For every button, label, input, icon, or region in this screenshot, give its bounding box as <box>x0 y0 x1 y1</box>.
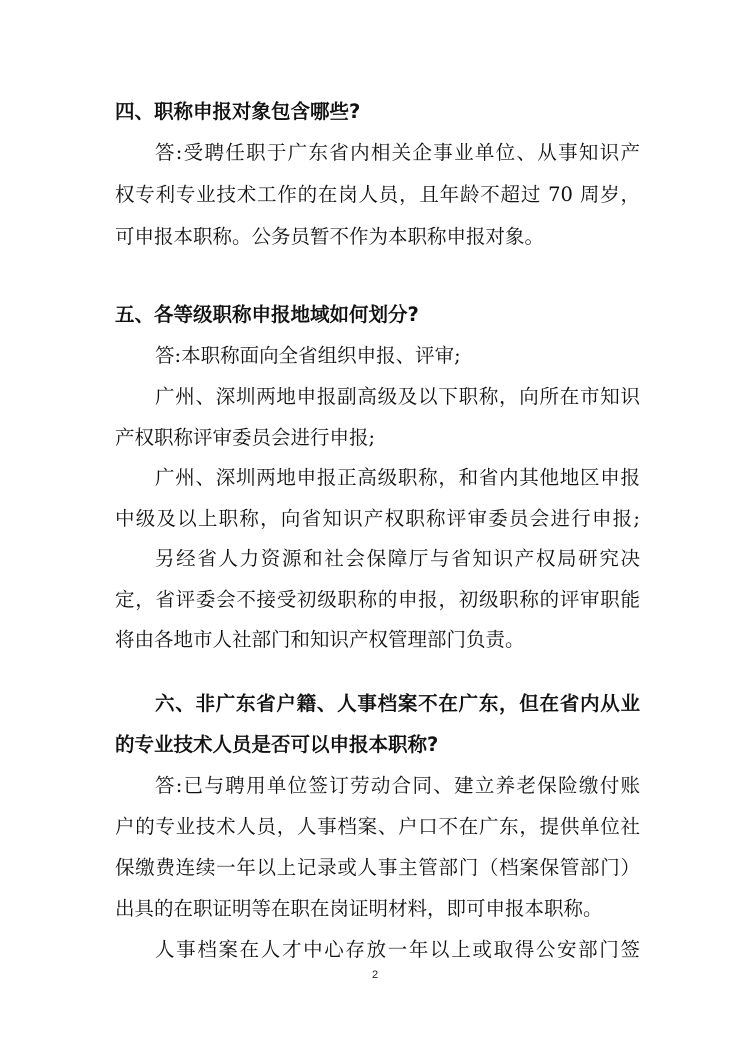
section-5-line-4: 广州、深圳两地申报正高级职称，和省内其他地区申报 <box>155 466 640 489</box>
section-6-line-1: 答:已与聘用单位签订劳动合同、建立养老保险缴付账 <box>155 774 640 797</box>
section-6-line-2: 户的专业技术人员，人事档案、户口不在广东，提供单位社 <box>115 815 640 838</box>
section-5-line-2: 广州、深圳两地申报副高级及以下职称，向所在市知识 <box>155 385 640 408</box>
section-5-line-1: 答:本职称面向全省组织申报、评审; <box>155 344 461 367</box>
section-4-line-1: 答:受聘任职于广东省内相关企事业单位、从事知识产 <box>155 141 640 164</box>
section-5-line-7: 定，省评委会不接受初级职称的申报，初级职称的评审职能 <box>115 588 640 611</box>
section-6-line-4: 出具的在职证明等在职在岗证明材料，即可申报本职称。 <box>115 897 603 920</box>
section-6-heading-line-1: 六、非广东省户籍、人事档案不在广东，但在省内从业 <box>155 692 640 715</box>
section-5-heading: 五、各等级职称申报地域如何划分? <box>115 303 419 326</box>
section-4-line-2: 权专利专业技术工作的在岗人员，且年龄不超过 70 周岁， <box>115 183 640 206</box>
section-4-heading: 四、职称申报对象包含哪些? <box>115 100 361 123</box>
section-5-line-6: 另经省人力资源和社会保障厅与省知识产权局研究决 <box>155 547 640 570</box>
section-5-line-8: 将由各地市人社部门和知识产权管理部门负责。 <box>115 628 525 651</box>
section-5-line-5: 中级及以上职称，向省知识产权职称评审委员会进行申报; <box>115 507 640 530</box>
section-6-heading-line-2: 的专业技术人员是否可以申报本职称? <box>115 733 439 756</box>
page-number: 2 <box>371 969 379 981</box>
section-5-line-3: 产权职称评审委员会进行申报; <box>115 426 376 449</box>
section-6-line-5: 人事档案在人才中心存放一年以上或取得公安部门签 <box>155 938 640 961</box>
section-4-line-3: 可申报本职称。公务员暂不作为本职称申报对象。 <box>115 225 545 248</box>
section-6-line-3: 保缴费连续一年以上记录或人事主管部门（档案保管部门） <box>115 856 640 879</box>
